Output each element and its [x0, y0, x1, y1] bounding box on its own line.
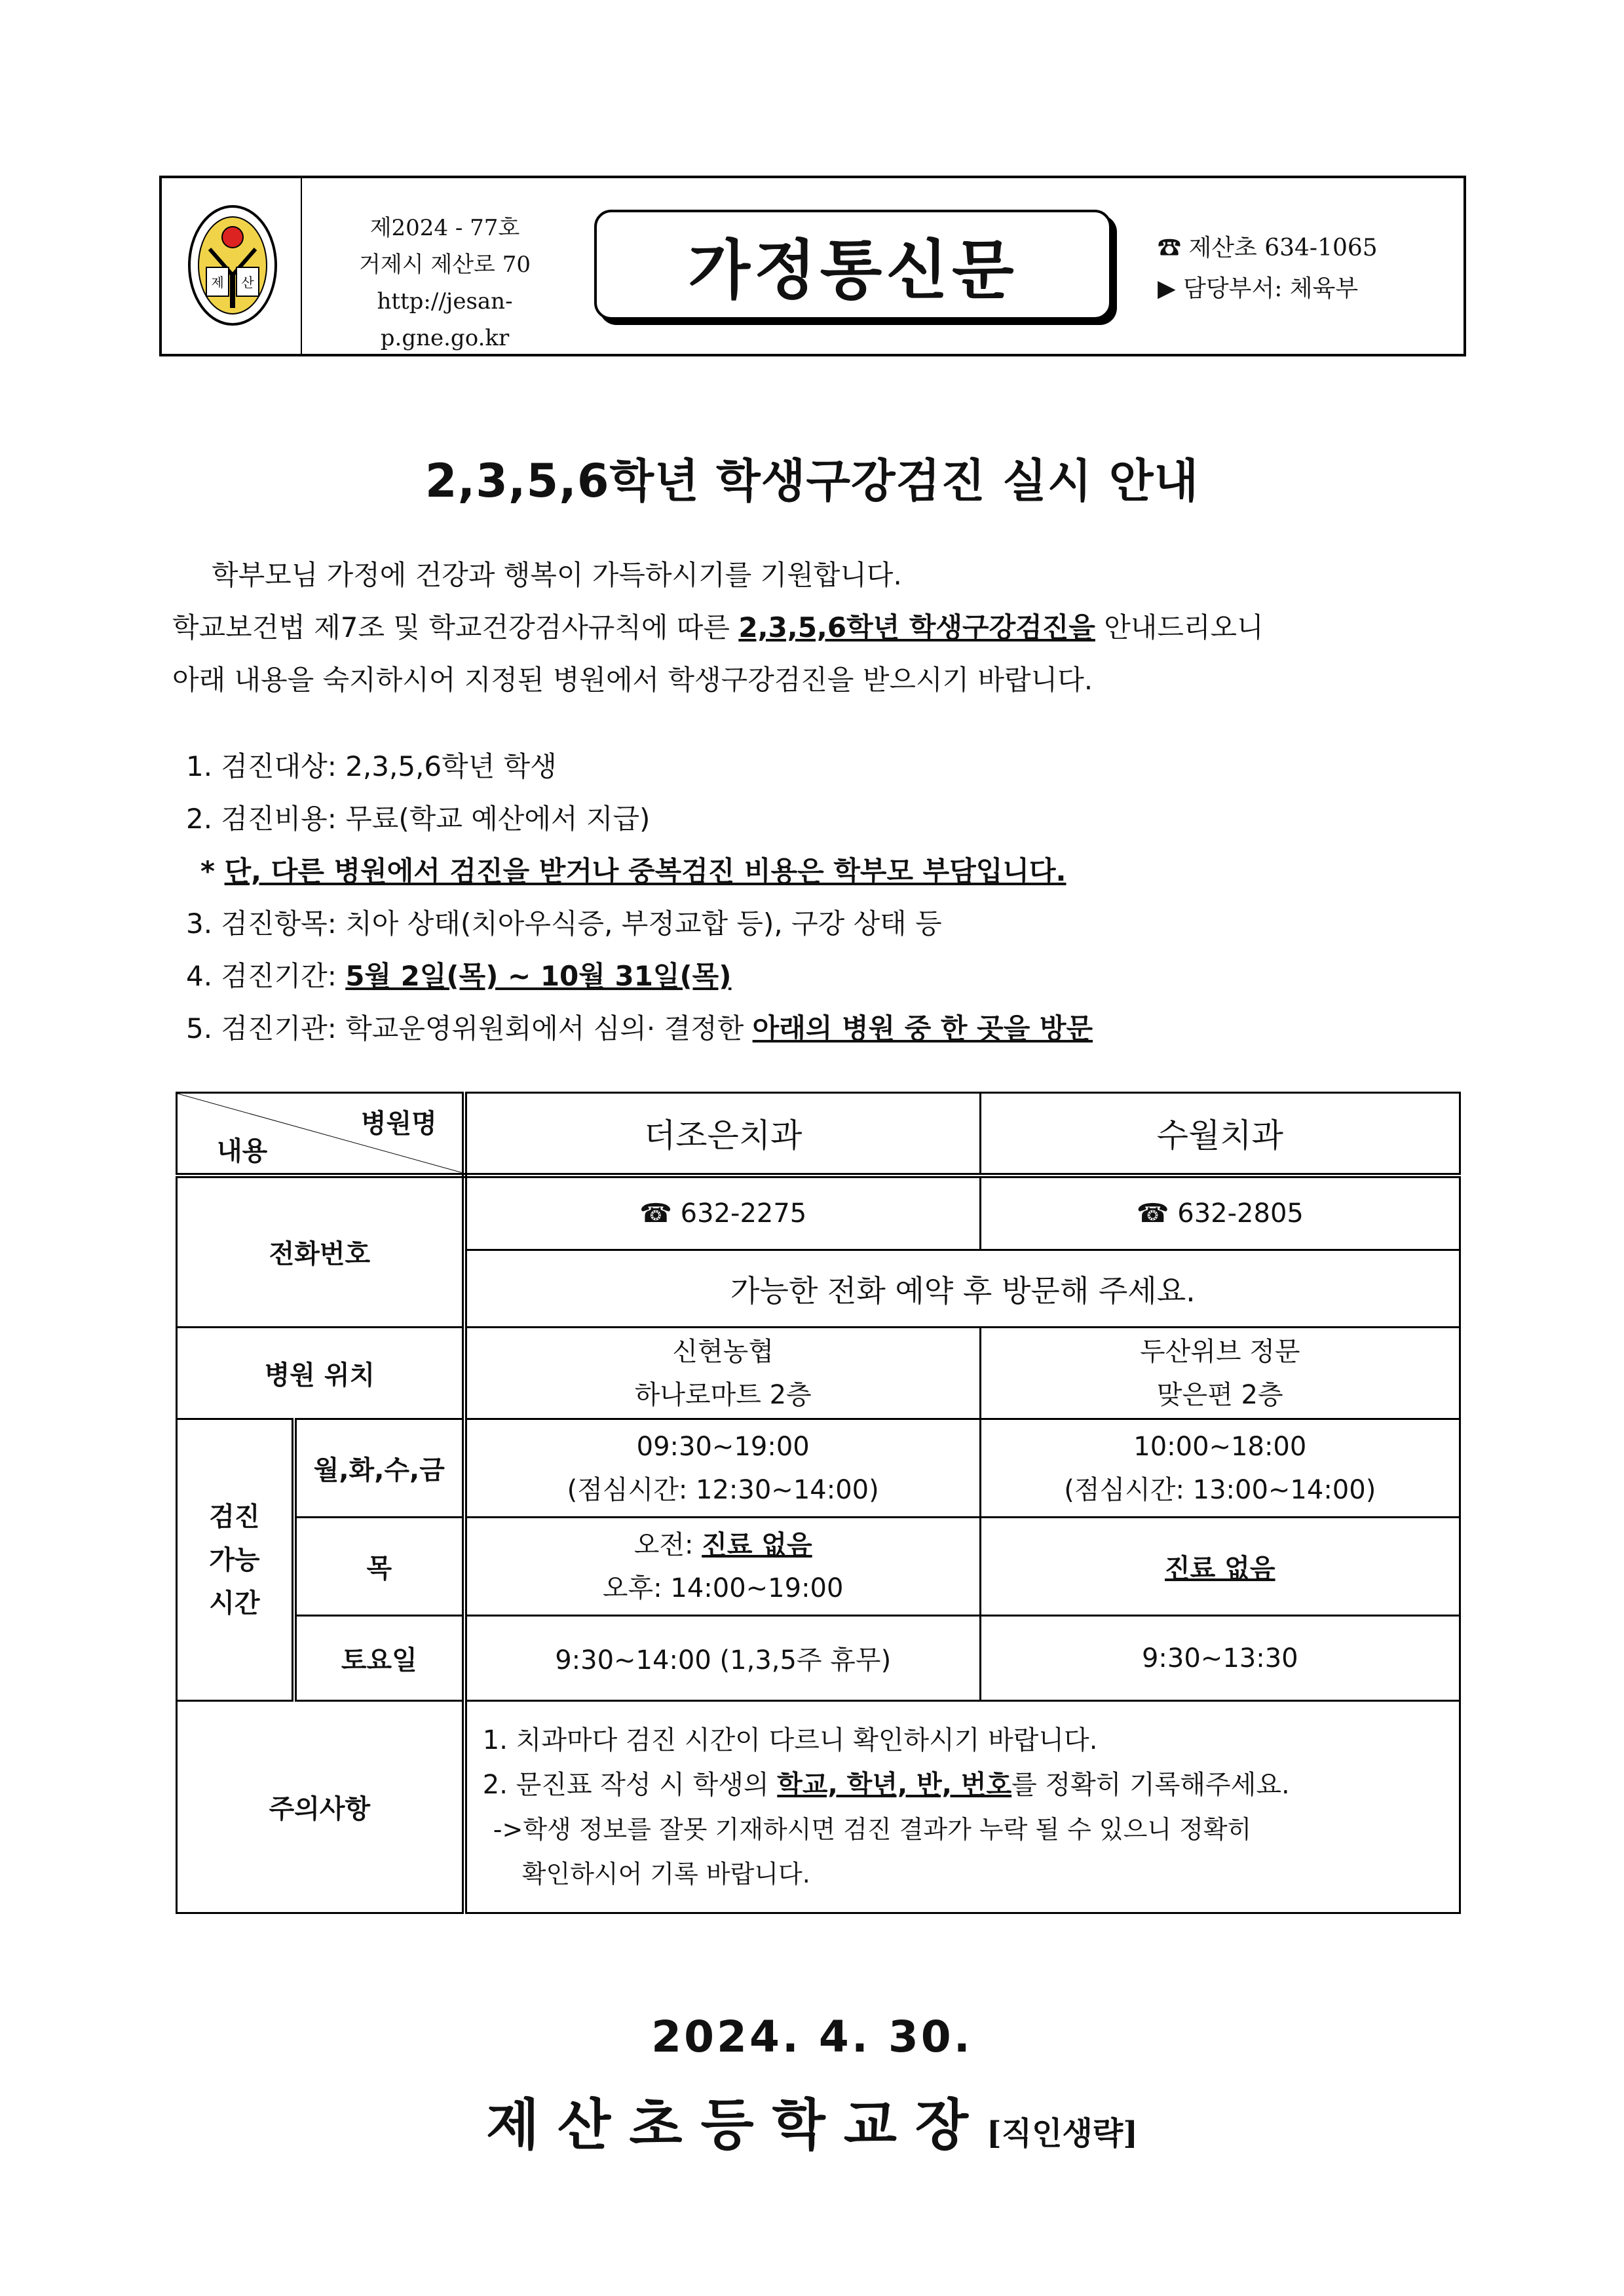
hospital-1-phone: ☎ 632-2275: [464, 1176, 980, 1250]
hospital-2-name: 수월치과: [980, 1093, 1460, 1176]
intro-line-3: 아래 내용을 숙지하시어 지정된 병원에서 학생구강검진을 받으시기 바랍니다.: [172, 664, 1093, 696]
school-website[interactable]: http://jesan-p.gne.go.kr: [377, 288, 513, 351]
letterhead: [159, 176, 1466, 356]
issue-date: 2024. 4. 30.: [651, 2012, 973, 2062]
seal-omitted: [직인생략]: [987, 2115, 1138, 2152]
notes-label: 주의사항: [177, 1701, 464, 1913]
note-item: 1. 치과마다 검진 시간이 다르니 확인하시기 바랍니다.: [482, 1725, 1098, 1755]
department: ▶ 담당부서: 체육부: [1158, 275, 1359, 302]
school-address: 거제시 제산로 70: [359, 252, 531, 278]
note-item: 2. 문진표 작성 시 학생의 학교, 학년, 반, 번호를 정확히 기록해주세요.: [482, 1769, 1290, 1800]
note-item: ->학생 정보를 잘못 기재하시면 검진 결과가 누락 될 수 있으니 정확히: [493, 1814, 1252, 1844]
visit-instruction: 아래의 병원 중 한 곳을 방문: [752, 1012, 1093, 1044]
hospital-1-thursday-hours: 오전: 진료 없음 오후: 14:00~19:00: [464, 1518, 980, 1616]
newsletter-title: 가정통신문: [688, 232, 1018, 308]
intro-line-1: 학부모님 가정에 건강과 행복이 가득하시기를 기원합니다.: [212, 559, 902, 591]
logo-cell: [162, 178, 302, 354]
principal-signature: [0, 2081, 1624, 2160]
hours-label: 검진 가능 시간: [177, 1419, 294, 1701]
svg-text:산: 산: [241, 275, 254, 290]
notes-content: [464, 1701, 1460, 1913]
newsletter-title-box: [594, 210, 1112, 320]
document-title: 2,3,5,6학년 학생구강검진 실시 안내: [425, 454, 1199, 508]
hospital-1-location: 신현농협 하나로마트 2층: [464, 1328, 980, 1419]
intro-line-2: 학교보건법 제7조 및 학교건강검사규칙에 따른 2,3,5,6학년 학생구강검진을 안내드리오니: [172, 611, 1264, 643]
thursday-label: 목: [294, 1518, 464, 1616]
hospital-1-name: 더조은치과: [464, 1093, 980, 1176]
hospital-1-saturday-hours: 9:30~14:00 (1,3,5주 휴무): [464, 1616, 980, 1701]
corner-header: 병원명 내용: [177, 1093, 464, 1176]
list-item: 3. 검진항목: 치아 상태(치아우식증, 부정교합 등), 구강 상태 등: [186, 908, 942, 940]
location-label: 병원 위치: [177, 1328, 464, 1419]
cost-note: * 단, 다른 병원에서 검진을 받거나 중복검진 비용은 학부모 부담입니다.: [200, 855, 1067, 887]
list-item: 5. 검진기관: 학교운영위원회에서 심의· 결정한 아래의 병원 중 한 곳을 방문: [186, 1012, 1093, 1044]
school-info: [314, 210, 576, 356]
svg-text:제: 제: [211, 275, 224, 290]
list-item: 1. 검진대상: 2,3,5,6학년 학생: [186, 750, 557, 782]
saturday-label: 토요일: [294, 1616, 464, 1701]
hospital-1-weekday-hours: 09:30~19:00 (점심시간: 12:30~14:00): [464, 1419, 980, 1518]
hospital-2-saturday-hours: 9:30~13:30: [980, 1616, 1460, 1701]
school-logo-icon: [187, 203, 278, 328]
list-item: 4. 검진기간: 5월 2일(목) ~ 10월 31일(목): [186, 960, 732, 992]
weekday-label: 월,화,수,금: [294, 1419, 464, 1518]
hospital-2-phone: ☎ 632-2805: [980, 1176, 1460, 1250]
phone-reservation-note: 가능한 전화 예약 후 방문해 주세요.: [464, 1250, 1460, 1328]
intro-emphasis: 2,3,5,6학년 학생구강검진을: [738, 611, 1095, 643]
note-item: 확인하시어 기록 바랍니다.: [521, 1859, 810, 1888]
exam-period: 5월 2일(목) ~ 10월 31일(목): [345, 960, 732, 992]
intro-paragraph: [172, 549, 1264, 706]
hospital-schedule-table: [176, 1092, 1461, 1914]
issue-number: 제2024 - 77호: [369, 215, 520, 241]
info-list: [186, 740, 1093, 1055]
hospital-2-thursday-hours: 진료 없음: [980, 1518, 1460, 1616]
principal-title: 제산초등학교장: [486, 2092, 987, 2157]
contact-info: [1158, 228, 1378, 309]
hospital-2-location: 두산위브 정문 맞은편 2층: [980, 1328, 1460, 1419]
list-item: 2. 검진비용: 무료(학교 예산에서 지급): [186, 803, 651, 835]
hospital-2-weekday-hours: 10:00~18:00 (점심시간: 13:00~14:00): [980, 1419, 1460, 1518]
phone-label: 전화번호: [177, 1176, 464, 1328]
school-phone: ☎ 제산초 634-1065: [1158, 235, 1378, 261]
